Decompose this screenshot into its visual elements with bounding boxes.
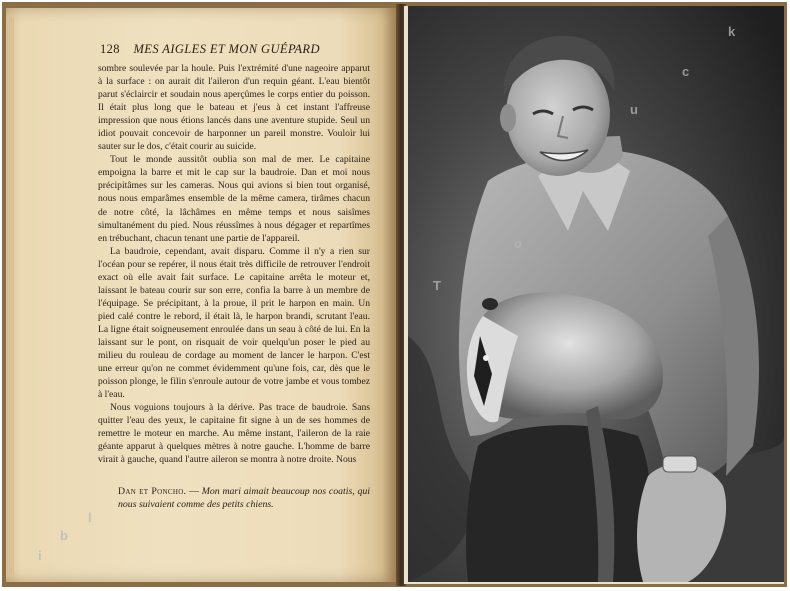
photo-caption (118, 485, 370, 511)
watermark-letter: i (38, 548, 42, 563)
watermark-letter: b (60, 528, 68, 543)
paragraph-3: La baudroie, cependant, avait disparu. Comme il n'y a rien sur l'océan pour se repérer, il nous était très difficile de retrouver l'endroit exact où elle avait fait surface. Le capitaine arrêta le moteur et, laissant le bateau courir sur son erre, confia la barre à un membre de l'équipage. Se précipitant, à la proue, il prit le harpon en main. Un pied calé contre le rebord, il était là, le harpon brandi, scrutant l'eau. La ligne était soigneusement enroulée dans un seau à côté de lui. En la laissant sur le pont, on risquait de voir quelqu'un poser le pied au milieu du rouleau de cordage au moment de lancer le harpon. C'est une erreur qu'on ne commet évidemment qu'une fois, car, dès que le poisson plonge, le filin s'enroule autour de votre jambe et vous tombez à l'eau. (98, 245, 370, 401)
watermark-letter: u (630, 102, 638, 117)
page-edges (6, 18, 14, 578)
page-number: 128 (100, 42, 120, 56)
photograph (408, 6, 784, 582)
watermark-letter: T (433, 278, 441, 293)
coati-ear (482, 298, 498, 310)
coati-eye (483, 355, 489, 361)
paragraph-2: Tout le monde aussitôt oublia son mal de mer. Le capitaine empoigna la barre et mit le cap sur la baudroie. Dan et moi nous précipitâmes sur les cameras. Nous qui avions si bien tout organisé, nous nous emparâmes ensemble de la même camera, tirâmes chacun de notre côté, la lâchâmes en même temps et nous saisîmes simultanément du pied. Nous réussîmes à nous dégager et repartîmes en trébuchant, chacun tenant une partie de l'appareil. (98, 154, 370, 244)
body-text (98, 62, 370, 466)
ear (500, 104, 516, 132)
paragraph-1: sombre soulevée par la houle. Puis l'extrémité d'une nageoire apparut à la surface : on aurait dit l'aileron d'un requin géant. L'eau bientôt parut s'éclaircir et soudain nous aperçûmes le corps entier du poisson. Il était plus long que le bateau et j'eus à cet instant l'affreuse impression que nous étions lancés dans une aventure stupide. Seul un idiot pouvait concevoir de harponner un pareil monstre. Vouloir lui sauter sur le dos, c'était courir au suicide. (98, 63, 370, 153)
watermark-letter: o (514, 236, 522, 251)
page-header (100, 42, 392, 57)
running-title: MES AIGLES ET MON GUÉPARD (133, 42, 320, 56)
watermark-letter: k (728, 24, 736, 39)
caption-names: Dan et Poncho. (118, 486, 187, 497)
wristwatch (663, 456, 697, 472)
caption-text: Mon mari aimait beaucoup nos coatis, qui nous suivaient comme des petits chiens. (118, 486, 371, 510)
caption-dash: — (186, 486, 202, 497)
watermark-letter: c (682, 64, 690, 79)
trousers (466, 425, 658, 582)
paragraph-4: Nous voguions toujours à la dérive. Pas trace de baudroie. Sans quitter l'eau des yeux, le capitaine fit signe à un de ses hommes de remettre le moteur en marche. Au même instant, l'aileron de la raie géante apparut à quelques mètres à notre gauche. L'homme de barre virait à gauche, quand l'autre aileron se montra à notre droite. Nous (98, 402, 370, 466)
photo-illustration (408, 6, 784, 582)
watermark-letter: l (88, 510, 92, 525)
